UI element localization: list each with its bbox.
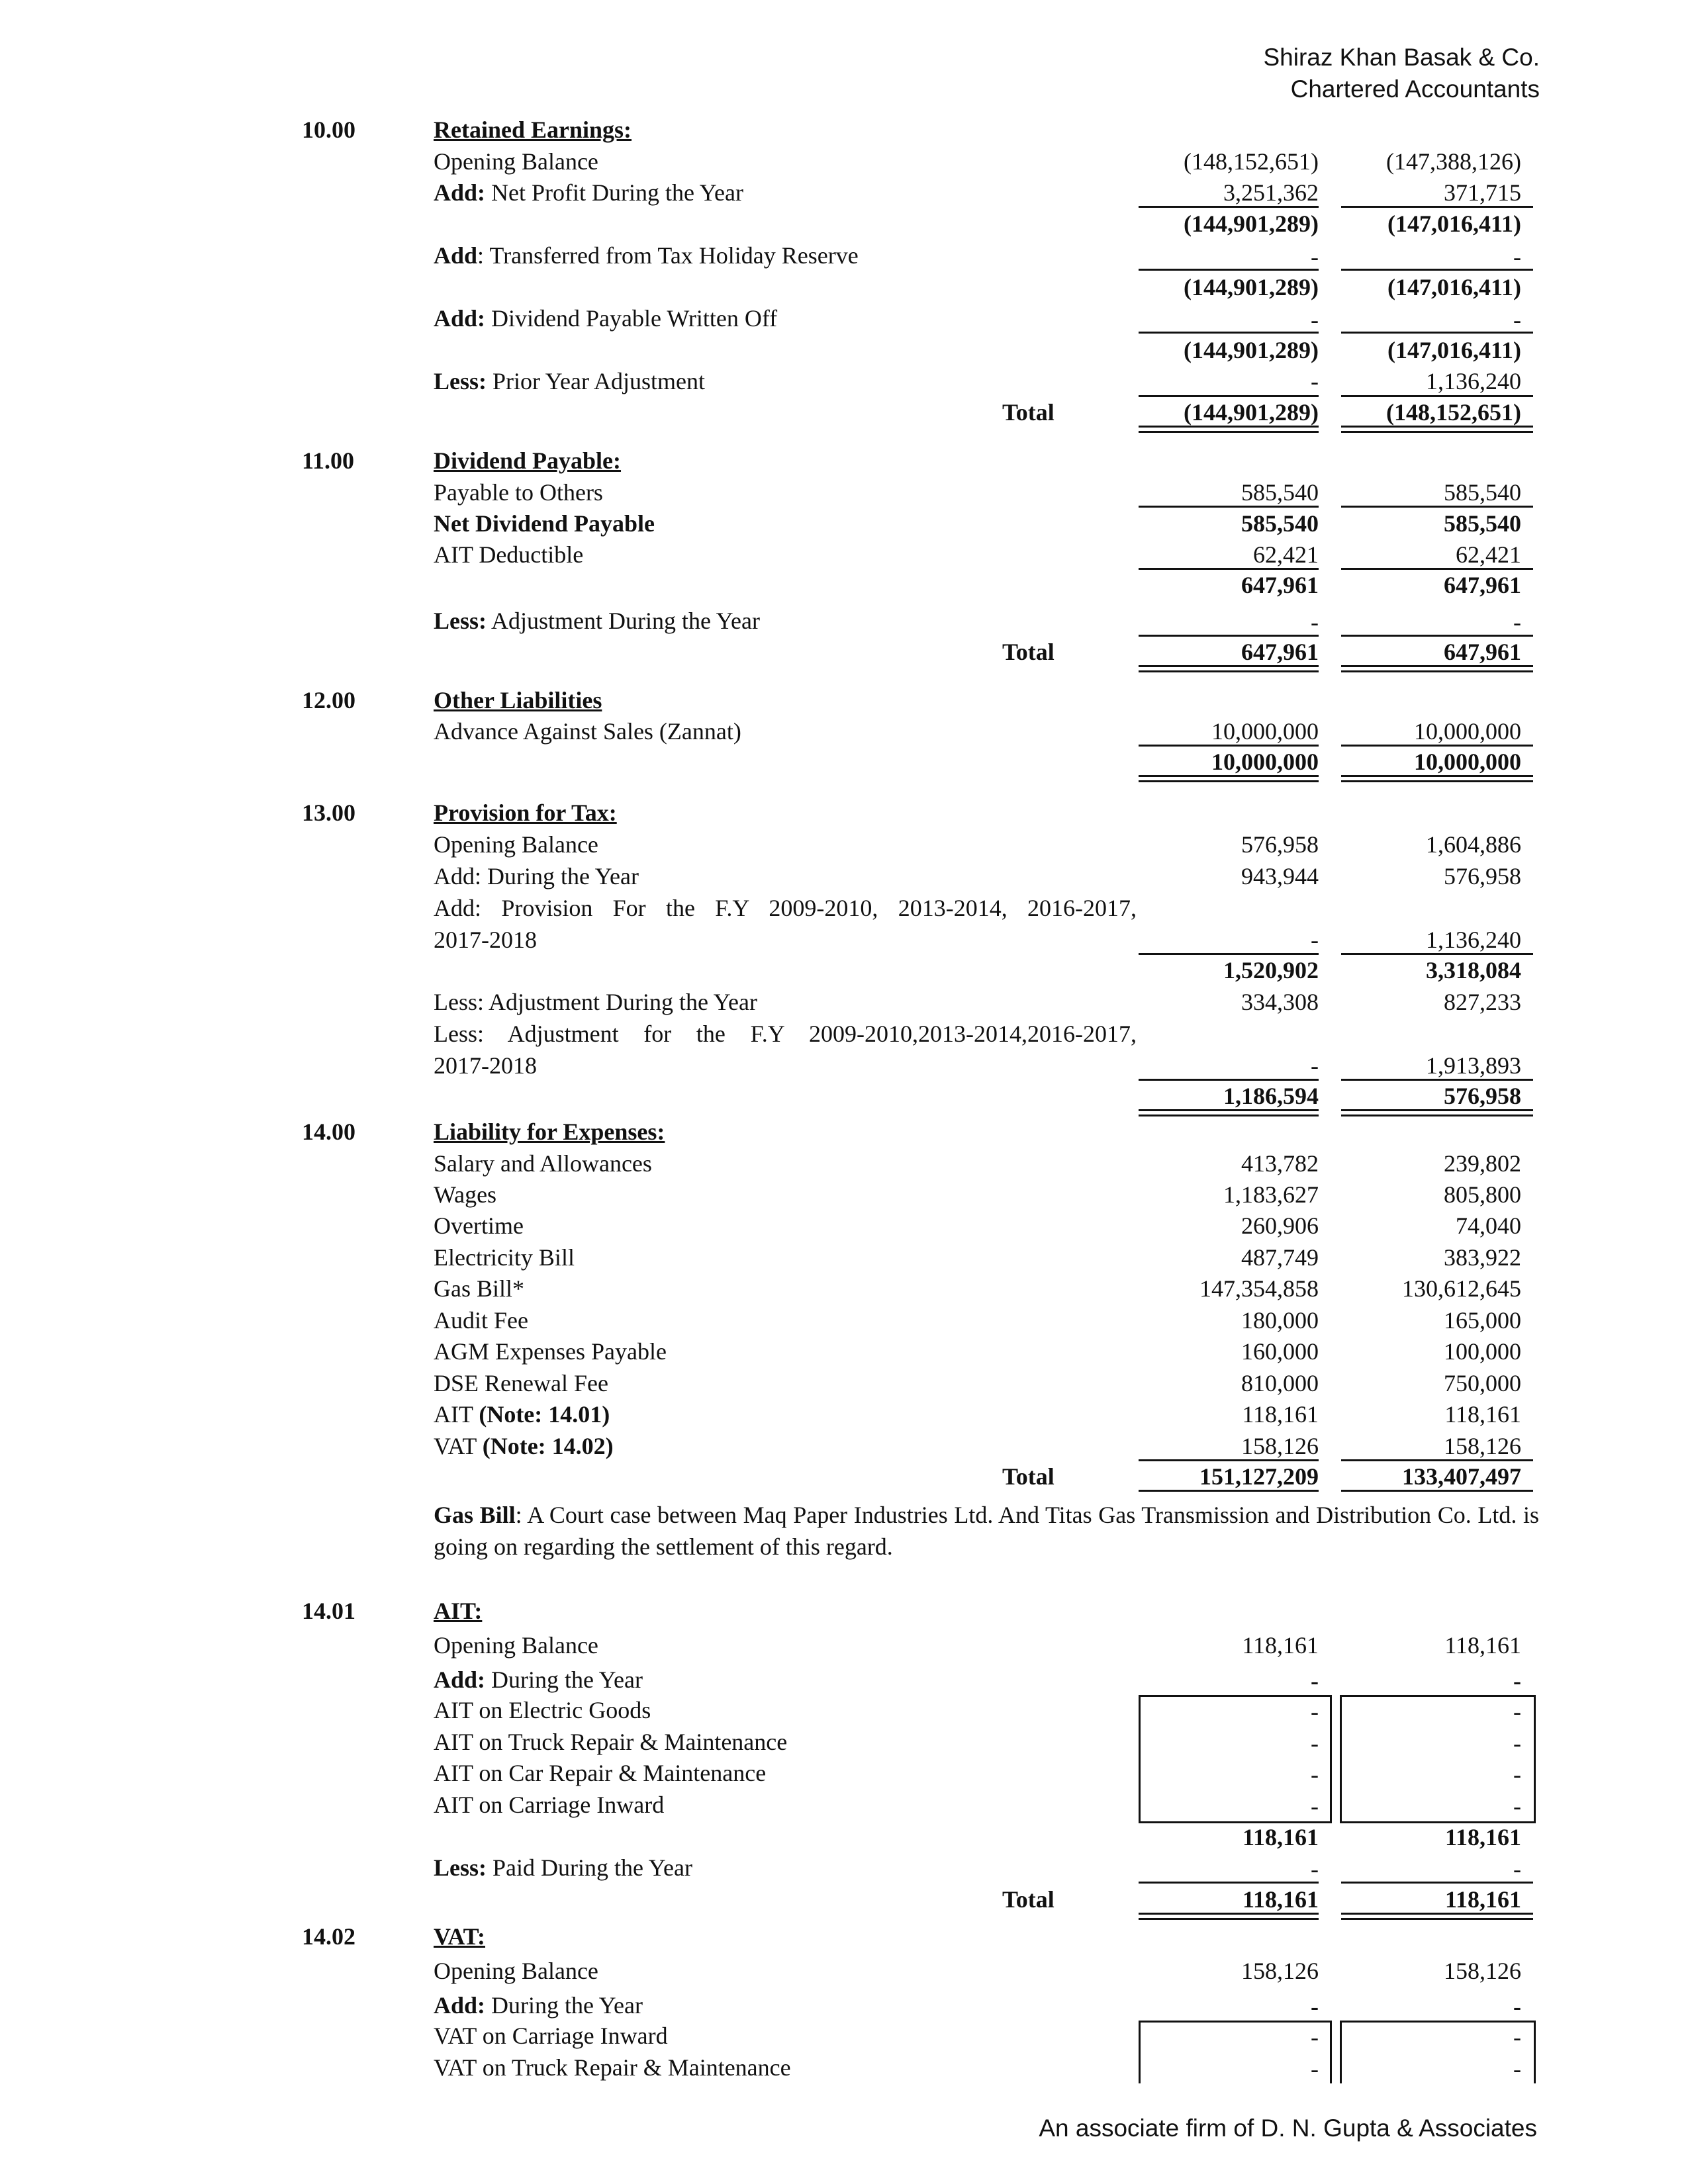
value-previous: 130,612,645	[1402, 1275, 1521, 1302]
value-previous: -	[1513, 609, 1521, 635]
row-label: 2017-2018	[434, 927, 537, 953]
rule	[1139, 1115, 1319, 1116]
row-label: Wages	[434, 1181, 497, 1208]
rule	[1341, 635, 1533, 637]
row-label: Net Dividend Payable	[434, 510, 655, 537]
note-number: 12.00	[302, 687, 355, 713]
row-label: 2017-2018	[434, 1052, 537, 1079]
rule	[1341, 332, 1533, 334]
note-number: 11.00	[302, 447, 355, 474]
value-previous: 74,040	[1456, 1212, 1521, 1239]
total-current: 647,961	[1241, 639, 1319, 665]
subtotal-current: 118,161	[1242, 1824, 1319, 1850]
rule	[1139, 665, 1319, 667]
subtotal-previous: (147,016,411)	[1387, 337, 1521, 363]
total-label: Total	[1002, 639, 1055, 665]
value-current: -	[1311, 1793, 1319, 1819]
value-current: -	[1311, 1993, 1319, 2020]
row-label: Less: Adjustment During the Year	[434, 989, 757, 1015]
note-number: 14.02	[302, 1923, 355, 1950]
value-previous: 1,604,886	[1426, 831, 1521, 858]
rule	[1139, 1109, 1319, 1111]
rule	[1139, 635, 1319, 637]
firm-subtitle: Chartered Accountants	[1290, 75, 1540, 103]
value-previous: 118,161	[1444, 1632, 1521, 1659]
value-previous: -	[1513, 1856, 1521, 1882]
section-title: VAT:	[434, 1923, 486, 1950]
value-current: 413,782	[1241, 1150, 1319, 1177]
row-label: Add: During the Year	[434, 1992, 643, 2019]
total-current: 151,127,209	[1199, 1463, 1319, 1490]
value-previous: 1,136,240	[1426, 368, 1521, 394]
value-previous: -	[1513, 306, 1521, 333]
total-label: Total	[1002, 399, 1055, 426]
value-current: 158,126	[1241, 1958, 1319, 1984]
rule	[1341, 269, 1533, 271]
row-label: Add: Dividend Payable Written Off	[434, 305, 778, 332]
row-label: Opening Balance	[434, 1958, 598, 1984]
value-current: 576,958	[1241, 831, 1319, 858]
value-previous: 158,126	[1444, 1433, 1521, 1459]
note-number: 14.00	[302, 1118, 355, 1145]
total-label: Total	[1002, 1886, 1055, 1913]
total-previous: 647,961	[1444, 639, 1521, 665]
rule	[1139, 953, 1319, 955]
value-previous: 158,126	[1444, 1958, 1521, 1984]
detail-box	[1139, 1695, 1332, 1823]
total-previous: 133,407,497	[1402, 1463, 1521, 1490]
rule	[1139, 269, 1319, 271]
row-label: AIT Deductible	[434, 541, 584, 568]
row-label: Advance Against Sales (Zannat)	[434, 718, 741, 745]
rule	[1139, 1918, 1319, 1920]
rule	[1341, 670, 1533, 672]
rule	[1341, 953, 1533, 955]
value-current: -	[1311, 306, 1319, 333]
row-label: Less: Adjustment for the F.Y 2009-2010,2013-2014,2016-2017,	[434, 1021, 1137, 1047]
subtotal-current: (144,901,289)	[1184, 210, 1319, 237]
value-current: -	[1311, 1698, 1319, 1725]
value-current: -	[1311, 1761, 1319, 1788]
row-label: VAT on Carriage Inward	[434, 2023, 668, 2049]
total-current: (144,901,289)	[1184, 399, 1319, 426]
rule	[1341, 1115, 1533, 1116]
value-previous: -	[1513, 2024, 1521, 2050]
rule	[1139, 780, 1319, 782]
value-current: 585,540	[1241, 510, 1319, 537]
row-label: Add: Provision For the F.Y 2009-2010, 2013-2014, 2016-2017,	[434, 895, 1137, 921]
rule	[1341, 745, 1533, 747]
value-current: -	[1311, 1856, 1319, 1882]
value-previous: 100,000	[1444, 1338, 1521, 1365]
section-title: Dividend Payable:	[434, 447, 622, 474]
value-previous: -	[1513, 1668, 1521, 1694]
value-current: -	[1311, 2056, 1319, 2082]
detail-box	[1340, 1695, 1536, 1823]
value-previous: 118,161	[1444, 1401, 1521, 1428]
subtotal-previous: 647,961	[1444, 572, 1521, 598]
row-label: Electricity Bill	[434, 1244, 575, 1271]
value-current: 10,000,000	[1211, 718, 1319, 745]
rule	[1139, 395, 1319, 397]
section-title: Retained Earnings:	[434, 116, 632, 143]
value-current: 147,354,858	[1199, 1275, 1319, 1302]
value-previous: 576,958	[1444, 863, 1521, 889]
value-previous: 1,136,240	[1426, 927, 1521, 953]
value-current: 118,161	[1242, 1401, 1319, 1428]
subtotal-previous: 10,000,000	[1414, 749, 1521, 775]
subtotal-previous: (147,016,411)	[1387, 274, 1521, 300]
row-label: Salary and Allowances	[434, 1150, 652, 1177]
rule	[1139, 1079, 1319, 1081]
row-label: Opening Balance	[434, 831, 598, 858]
value-previous: -	[1513, 1698, 1521, 1725]
value-previous: 585,540	[1444, 479, 1521, 506]
rule	[1139, 1490, 1319, 1492]
rule	[1341, 506, 1533, 508]
rule	[1341, 780, 1533, 782]
section-title: Provision for Tax:	[434, 799, 617, 826]
rule	[1341, 1459, 1533, 1461]
value-current: -	[1311, 244, 1319, 270]
row-label: Gas Bill*	[434, 1275, 525, 1302]
value-previous: 371,715	[1444, 179, 1521, 206]
rule	[1139, 206, 1319, 208]
value-current: 158,126	[1241, 1433, 1319, 1459]
rule	[1139, 745, 1319, 747]
value-current: -	[1311, 1052, 1319, 1079]
rule	[1341, 775, 1533, 777]
value-current: 810,000	[1241, 1370, 1319, 1396]
value-previous: -	[1513, 2056, 1521, 2082]
row-label: Less: Adjustment During the Year	[434, 608, 760, 634]
value-current: -	[1311, 368, 1319, 394]
subtotal-current: 647,961	[1241, 572, 1319, 598]
row-label: Less: Prior Year Adjustment	[434, 368, 706, 394]
detail-box	[1340, 2021, 1536, 2083]
rule	[1341, 206, 1533, 208]
section-title: Liability for Expenses:	[434, 1118, 665, 1145]
total-label: Total	[1002, 1463, 1055, 1490]
row-label: Opening Balance	[434, 148, 598, 175]
rule	[1139, 506, 1319, 508]
value-previous: -	[1513, 1793, 1521, 1819]
section-title: Other Liabilities	[434, 687, 602, 713]
row-label: AIT on Truck Repair & Maintenance	[434, 1729, 788, 1755]
rule	[1139, 426, 1319, 428]
row-label: Add: During the Year	[434, 1666, 643, 1693]
total-previous: (148,152,651)	[1386, 399, 1521, 426]
detail-box	[1139, 2021, 1332, 2083]
rule	[1139, 568, 1319, 570]
firm-name: Shiraz Khan Basak & Co.	[1263, 44, 1540, 71]
total-current: 1,186,594	[1223, 1083, 1319, 1109]
rule	[1341, 1913, 1533, 1915]
rule	[1139, 1459, 1319, 1461]
row-label: Audit Fee	[434, 1307, 528, 1334]
subtotal-previous: (147,016,411)	[1387, 210, 1521, 237]
value-current: 118,161	[1242, 1632, 1319, 1659]
row-label: AIT on Carriage Inward	[434, 1792, 665, 1818]
note-number: 13.00	[302, 799, 355, 826]
rule	[1341, 1490, 1533, 1492]
note-number: 10.00	[302, 116, 355, 143]
value-current: 62,421	[1253, 541, 1319, 568]
value-previous: 827,233	[1444, 989, 1521, 1015]
rule	[1139, 775, 1319, 777]
row-label: Opening Balance	[434, 1632, 598, 1659]
subtotal-current: (144,901,289)	[1184, 274, 1319, 300]
row-label: AIT on Electric Goods	[434, 1697, 651, 1723]
value-previous: -	[1513, 1730, 1521, 1756]
value-current: (148,152,651)	[1184, 148, 1319, 175]
value-previous: 1,913,893	[1426, 1052, 1521, 1079]
value-previous: 62,421	[1456, 541, 1521, 568]
row-label: DSE Renewal Fee	[434, 1370, 608, 1396]
total-current: 118,161	[1242, 1886, 1319, 1913]
rule	[1341, 1918, 1533, 1920]
note-number: 14.01	[302, 1598, 355, 1624]
subtotal-current: 10,000,000	[1211, 749, 1319, 775]
rule	[1341, 395, 1533, 397]
row-label: AIT on Car Repair & Maintenance	[434, 1760, 767, 1786]
value-previous: 585,540	[1444, 510, 1521, 537]
row-label: VAT on Truck Repair & Maintenance	[434, 2054, 791, 2081]
value-current: -	[1311, 1668, 1319, 1694]
rule	[1341, 1882, 1533, 1884]
rule	[1341, 426, 1533, 428]
value-previous: 383,922	[1444, 1244, 1521, 1271]
value-current: 585,540	[1241, 479, 1319, 506]
value-previous: 239,802	[1444, 1150, 1521, 1177]
row-label: AGM Expenses Payable	[434, 1338, 667, 1365]
rule	[1139, 431, 1319, 433]
value-current: 3,251,362	[1223, 179, 1319, 206]
value-current: 1,183,627	[1223, 1181, 1319, 1208]
row-label: AIT (Note: 14.01)	[434, 1401, 610, 1428]
value-current: 160,000	[1241, 1338, 1319, 1365]
value-previous: -	[1513, 1993, 1521, 2020]
value-previous: 750,000	[1444, 1370, 1521, 1396]
value-current: -	[1311, 1730, 1319, 1756]
section-title: AIT:	[434, 1598, 483, 1624]
value-current: -	[1311, 927, 1319, 953]
rule	[1139, 1882, 1319, 1884]
value-previous: (147,388,126)	[1386, 148, 1521, 175]
row-label: VAT (Note: 14.02)	[434, 1433, 614, 1459]
row-label: Less: Paid During the Year	[434, 1854, 692, 1881]
value-current: -	[1311, 2024, 1319, 2050]
total-previous: 576,958	[1444, 1083, 1521, 1109]
rule	[1341, 1109, 1533, 1111]
row-label: Add: Transferred from Tax Holiday Reserve	[434, 242, 859, 269]
row-label: Add: During the Year	[434, 863, 639, 889]
rule	[1139, 1913, 1319, 1915]
value-current: 260,906	[1241, 1212, 1319, 1239]
subtotal-current: (144,901,289)	[1184, 337, 1319, 363]
value-current: 943,944	[1241, 863, 1319, 889]
value-current: -	[1311, 609, 1319, 635]
value-previous: 10,000,000	[1414, 718, 1521, 745]
subtotal-current: 1,520,902	[1223, 957, 1319, 983]
rule	[1341, 665, 1533, 667]
value-current: 487,749	[1241, 1244, 1319, 1271]
row-label: Overtime	[434, 1212, 524, 1239]
rule	[1341, 431, 1533, 433]
value-current: 334,308	[1241, 989, 1319, 1015]
gas-bill-note: Gas Bill: A Court case between Maq Paper Industries Ltd. And Titas Gas Transmission and Distribution Co. Ltd. is going on regarding the settlement of this regard.	[434, 1502, 1539, 1560]
rule	[1139, 332, 1319, 334]
value-previous: 805,800	[1444, 1181, 1521, 1208]
value-previous: 165,000	[1444, 1307, 1521, 1334]
rule	[1341, 1079, 1533, 1081]
page-footer: An associate firm of D. N. Gupta & Associates	[1039, 2115, 1537, 2142]
value-previous: -	[1513, 1761, 1521, 1788]
total-previous: 118,161	[1444, 1886, 1521, 1913]
rule	[1341, 568, 1533, 570]
subtotal-previous: 118,161	[1444, 1824, 1521, 1850]
subtotal-previous: 3,318,084	[1426, 957, 1521, 983]
rule	[1139, 670, 1319, 672]
row-label: Add: Net Profit During the Year	[434, 179, 743, 206]
row-label: Payable to Others	[434, 479, 603, 506]
value-current: 180,000	[1241, 1307, 1319, 1334]
value-previous: -	[1513, 244, 1521, 270]
